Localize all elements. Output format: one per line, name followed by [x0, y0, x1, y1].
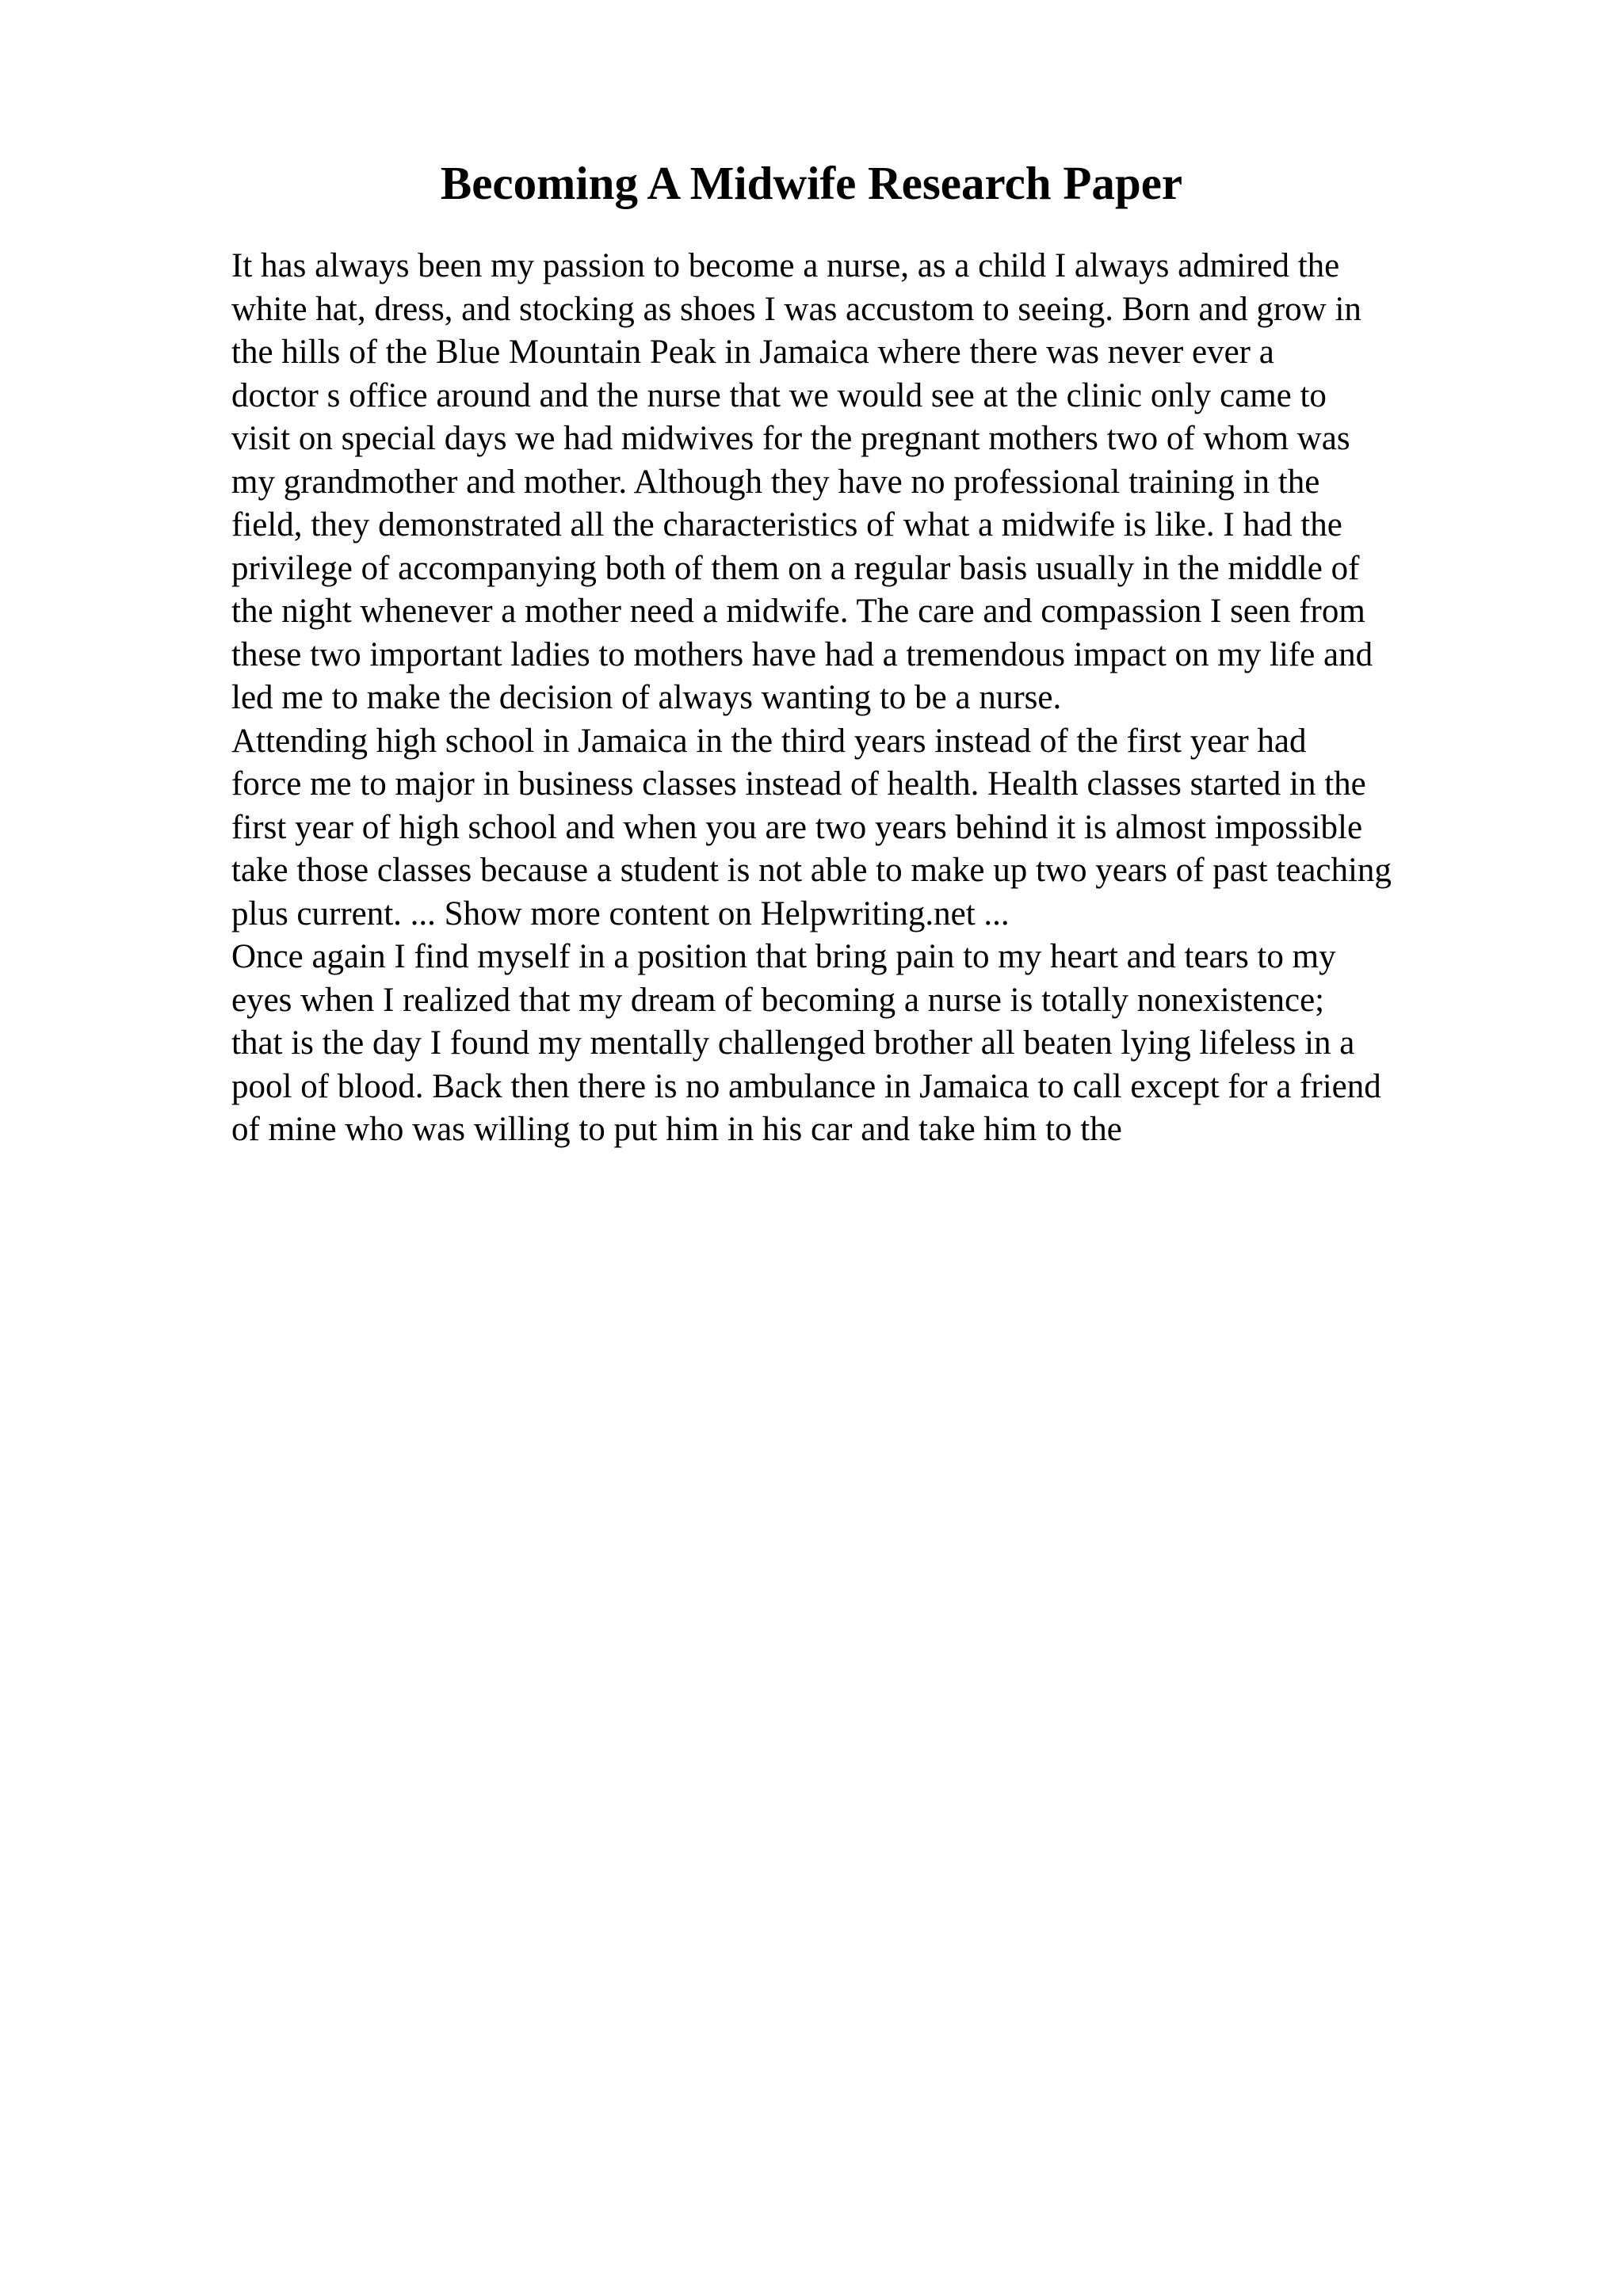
- document-title: Becoming A Midwife Research Paper: [440, 157, 1183, 209]
- text-line: It has always been my passion to become a nurse, as a child I always admired the: [231, 247, 1340, 284]
- text-line: take those classes because a student is not able to make up two years of past teaching: [231, 852, 1392, 889]
- text-line: visit on special days we had midwives for the pregnant mothers two of whom was: [231, 420, 1350, 457]
- text-line: led me to make the decision of always wanting to be a nurse.: [231, 679, 1062, 716]
- text-line: Attending high school in Jamaica in the third years instead of the first year had: [231, 722, 1307, 760]
- text-line: the night whenever a mother need a midwife. The care and compassion I seen from: [231, 593, 1365, 630]
- text-line: privilege of accompanying both of them on a regular basis usually in the middle of: [231, 549, 1360, 587]
- text-line: my grandmother and mother. Although they have no professional training in the: [231, 463, 1320, 501]
- text-line: these two important ladies to mothers have had a tremendous impact on my life and: [231, 635, 1373, 673]
- text-line: pool of blood. Back then there is no ambulance in Jamaica to call except for a friend: [231, 1067, 1381, 1105]
- text-line: white hat, dress, and stocking as shoes I was accustom to seeing. Born and grow in: [231, 290, 1361, 328]
- text-line: the hills of the Blue Mountain Peak in Jamaica where there was never ever a: [231, 334, 1274, 371]
- text-line: field, they demonstrated all the characteristics of what a midwife is like. I had the: [231, 506, 1342, 543]
- text-line: that is the day I found my mentally challenged brother all beaten lying lifeless in a: [231, 1024, 1355, 1062]
- text-line: force me to major in business classes instead of health. Health classes started in the: [231, 765, 1366, 803]
- text-line: of mine who was willing to put him in his car and take him to the: [231, 1111, 1122, 1148]
- text-line: plus current. ... Show more content on Helpwriting.net ...: [231, 894, 1010, 933]
- text-line: first year of high school and when you are two years behind it is almost impossible: [231, 808, 1363, 846]
- text-line: Once again I find myself in a position that bring pain to my heart and tears to my: [231, 938, 1336, 975]
- document-body: [231, 245, 1515, 1152]
- text-line: eyes when I realized that my dream of becoming a nurse is totally nonexistence;: [231, 981, 1325, 1019]
- text-line: doctor s office around and the nurse that we would see at the clinic only came to: [231, 376, 1327, 414]
